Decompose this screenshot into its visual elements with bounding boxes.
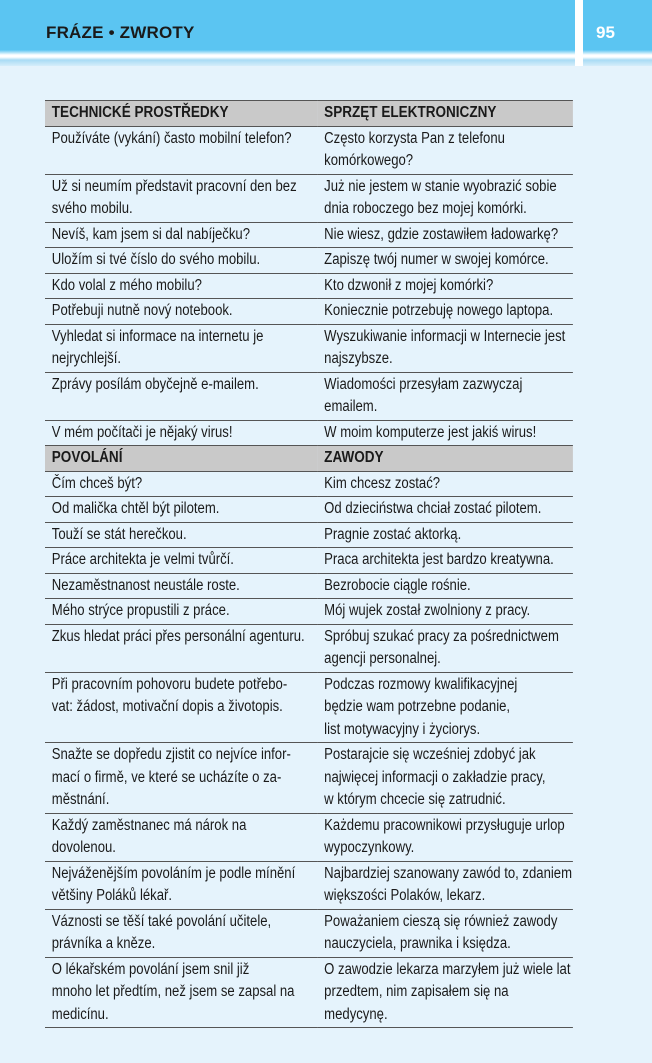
header-divider xyxy=(575,0,583,66)
table-row xyxy=(45,813,573,861)
polish-phrase: W moim komputerze jest jakiś wirus! xyxy=(317,420,572,446)
table-row xyxy=(45,743,573,814)
polish-phrase: Zapiszę twój numer w swojej komórce. xyxy=(317,248,572,274)
polish-phrase: Już nie jestem w stanie wyobrazić sobie dnia roboczego bez mojej komórki. xyxy=(317,174,572,222)
czech-phrase: Od malička chtěl být pilotem. xyxy=(45,497,317,523)
polish-phrase: Pragnie zostać aktorką. xyxy=(317,522,572,548)
polish-phrase: Wiadomości przesyłam zazwyczaj emailem. xyxy=(317,372,572,420)
czech-phrase: Už si neumím představit pracovní den bez svého mobilu. xyxy=(45,174,317,222)
table-row xyxy=(45,497,573,523)
table-row xyxy=(45,522,573,548)
czech-phrase: Uložím si tvé číslo do svého mobilu. xyxy=(45,248,317,274)
table-row xyxy=(45,548,573,574)
table-row xyxy=(45,471,573,497)
heading-czech: TECHNICKÉ PROSTŘEDKY xyxy=(45,101,317,127)
polish-phrase: Spróbuj szukać pracy za pośrednictwem agencji personalnej. xyxy=(317,624,572,672)
polish-phrase: Mój wujek został zwolniony z pracy. xyxy=(317,599,572,625)
czech-phrase: Touží se stát herečkou. xyxy=(45,522,317,548)
polish-phrase: Koniecznie potrzebuję nowego laptopa. xyxy=(317,299,572,325)
polish-phrase: Od dzieciństwa chciał zostać pilotem. xyxy=(317,497,572,523)
czech-phrase: O lékařském povolání jsem snil již mnoho let předtím, než jsem se zapsal na medicínu. xyxy=(45,957,317,1028)
table-row xyxy=(45,174,573,222)
polish-phrase: Każdemu pracownikowi przysługuje urlop wypoczynkowy. xyxy=(317,813,572,861)
polish-phrase: Wyszukiwanie informacji w Internecie jest najszybsze. xyxy=(317,324,572,372)
czech-phrase: Při pracovním pohovoru budete potřebo- vat: žádost, motivační dopis a životopis. xyxy=(45,672,317,743)
czech-phrase: Nezaměstnanost neustále roste. xyxy=(45,573,317,599)
table-row xyxy=(45,299,573,325)
polish-phrase: Praca architekta jest bardzo kreatywna. xyxy=(317,548,572,574)
czech-phrase: Mého strýce propustili z práce. xyxy=(45,599,317,625)
czech-phrase: Váznosti se těší také povolání učitele, právníka a kněze. xyxy=(45,909,317,957)
polish-phrase: Często korzysta Pan z telefonu komórkowego? xyxy=(317,126,572,174)
czech-phrase: Kdo volal z mého mobilu? xyxy=(45,273,317,299)
polish-phrase: Podczas rozmowy kwalifikacyjnej będzie wam potrzebne podanie, list motywacyjny i życiorys. xyxy=(317,672,572,743)
polish-phrase: Kto dzwonił z mojej komórki? xyxy=(317,273,572,299)
table-row xyxy=(45,420,573,446)
czech-phrase: Snažte se dopředu zjistit co nejvíce infor- mací o firmě, ve které se ucházíte o za- městnání. xyxy=(45,743,317,814)
czech-phrase: Zkus hledat práci přes personální agenturu. xyxy=(45,624,317,672)
table-row xyxy=(45,909,573,957)
heading-czech: POVOLÁNÍ xyxy=(45,446,317,472)
table-row xyxy=(45,273,573,299)
running-title: FRÁZE • ZWROTY xyxy=(46,23,195,42)
table-row xyxy=(45,672,573,743)
czech-phrase: V mém počítači je nějaký virus! xyxy=(45,420,317,446)
section-heading-row xyxy=(45,446,573,472)
table-row xyxy=(45,372,573,420)
czech-phrase: Nejváženějším povoláním je podle mínění většiny Poláků lékař. xyxy=(45,861,317,909)
czech-phrase: Potřebuji nutně nový notebook. xyxy=(45,299,317,325)
phrase-table xyxy=(45,100,573,1028)
table-row xyxy=(45,248,573,274)
polish-phrase: Kim chcesz zostać? xyxy=(317,471,572,497)
table-row xyxy=(45,573,573,599)
heading-polish: ZAWODY xyxy=(317,446,572,472)
page-number: 95 xyxy=(596,23,615,42)
polish-phrase: Nie wiesz, gdzie zostawiłem ładowarkę? xyxy=(317,222,572,248)
czech-phrase: Nevíš, kam jsem si dal nabíječku? xyxy=(45,222,317,248)
polish-phrase: Poważaniem cieszą się również zawody nauczyciela, prawnika i księdza. xyxy=(317,909,572,957)
table-row xyxy=(45,324,573,372)
polish-phrase: Bezrobocie ciągle rośnie. xyxy=(317,573,572,599)
heading-polish: SPRZĘT ELEKTRONICZNY xyxy=(317,101,572,127)
table-row xyxy=(45,957,573,1028)
czech-phrase: Vyhledat si informace na internetu je nejrychlejší. xyxy=(45,324,317,372)
czech-phrase: Čím chceš být? xyxy=(45,471,317,497)
table-row xyxy=(45,599,573,625)
table-row xyxy=(45,126,573,174)
phrase-table-wrapper xyxy=(45,100,573,1028)
table-row xyxy=(45,861,573,909)
section-heading-row xyxy=(45,101,573,127)
polish-phrase: Najbardziej szanowany zawód to, zdaniem większości Polaków, lekarz. xyxy=(317,861,572,909)
table-row xyxy=(45,624,573,672)
czech-phrase: Zprávy posílám obyčejně e-mailem. xyxy=(45,372,317,420)
czech-phrase: Každý zaměstnanec má nárok na dovolenou. xyxy=(45,813,317,861)
czech-phrase: Používáte (vykání) často mobilní telefon? xyxy=(45,126,317,174)
polish-phrase: Postarajcie się wcześniej zdobyć jak najwięcej informacji o zakładzie pracy, w którym chcecie się zatrudnić. xyxy=(317,743,572,814)
polish-phrase: O zawodzie lekarza marzyłem już wiele lat przedtem, nim zapisałem się na medycynę. xyxy=(317,957,572,1028)
czech-phrase: Práce architekta je velmi tvůrčí. xyxy=(45,548,317,574)
table-row xyxy=(45,222,573,248)
